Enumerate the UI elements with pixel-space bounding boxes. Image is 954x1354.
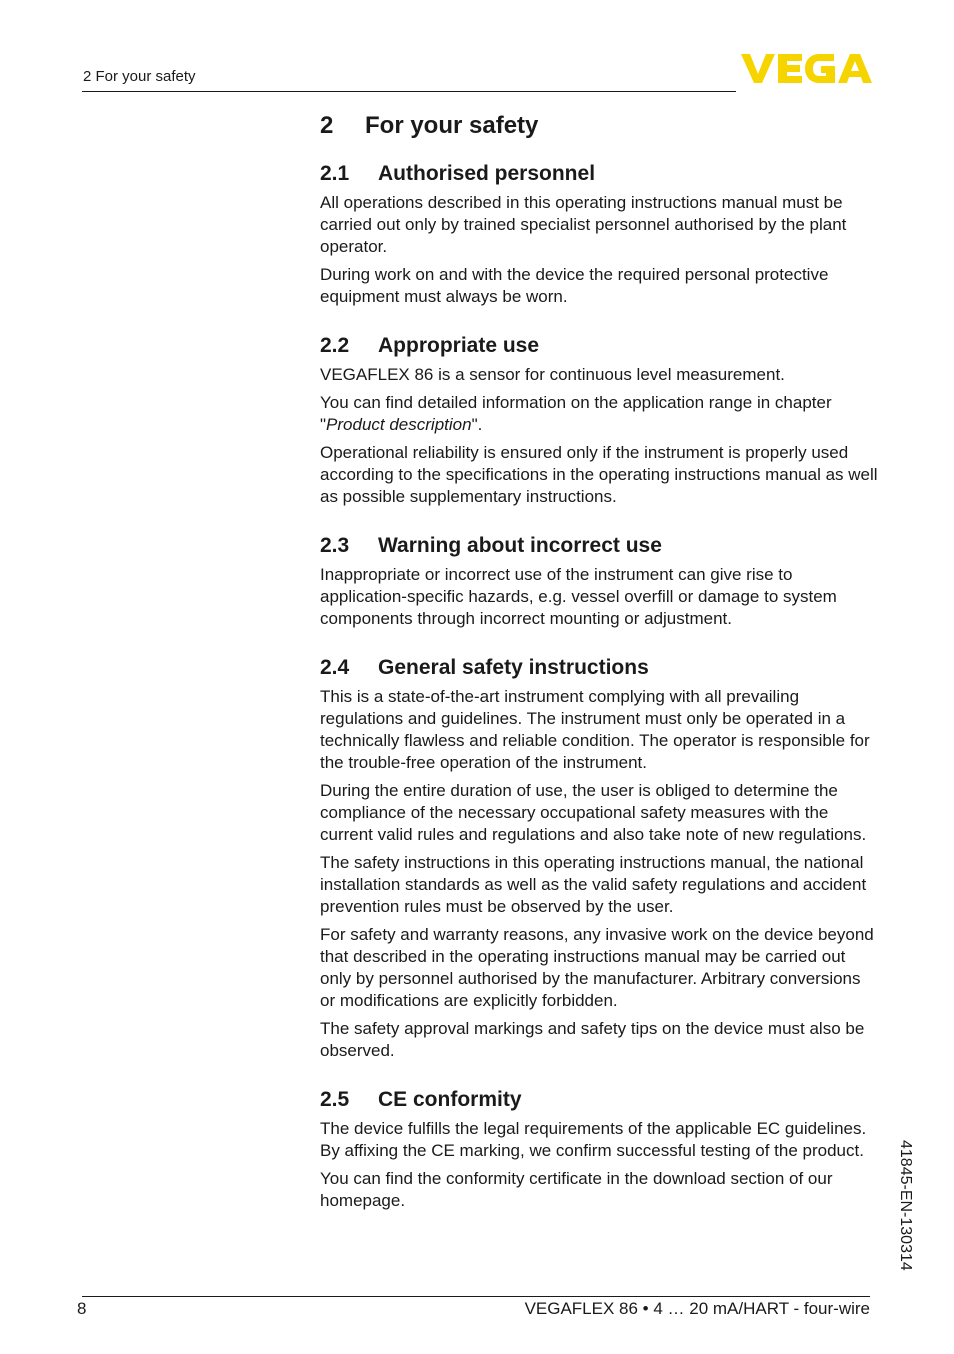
section-title: CE conformity: [378, 1088, 522, 1111]
paragraph-text: ".: [471, 415, 483, 434]
header-divider: [82, 91, 736, 92]
paragraph-text: You can find detailed information on the application range in chapter ": [320, 393, 832, 434]
paragraph: Operational reliability is ensured only if the instrument is properly used according to the specifications in the operating instructions manual as well as possible supplementary instructions.: [320, 443, 878, 506]
chapter-title: For your safety: [365, 112, 539, 139]
logo-letter-g: [805, 54, 835, 83]
section-heading: [320, 654, 880, 682]
vega-logo: [741, 52, 872, 84]
section-number: 2.3: [320, 534, 350, 557]
main-content: [320, 110, 880, 1236]
paragraph: The safety approval markings and safety tips on the device must also be observed.: [320, 1019, 865, 1060]
logo-letter-v: [741, 54, 775, 83]
paragraph: The safety instructions in this operating instructions manual, the national installation standards as well as the valid safety regulations and accident prevention rules must be observed by the user.: [320, 853, 867, 916]
chapter-reference: Product description: [326, 415, 472, 434]
paragraph: VEGAFLEX 86 is a sensor for continuous level measurement.: [320, 365, 785, 384]
section-number: 2.5: [320, 1088, 350, 1111]
footer-product-line: VEGAFLEX 86 • 4 … 20 mA/HART - four-wire: [524, 1299, 870, 1318]
paragraph: This is a state-of-the-art instrument complying with all prevailing regulations and guidelines. The instrument must only be operated in a technically flawless and reliable condition. The operator is responsible for the trouble-free operation of the instrument.: [320, 687, 870, 772]
section-number: 2.4: [320, 656, 350, 679]
header-running-title: 2 For your safety: [83, 68, 196, 85]
section-heading: [320, 532, 880, 560]
paragraph: Inappropriate or incorrect use of the instrument can give rise to application-specific hazards, e.g. vessel overfill or damage to system components through incorrect mounting or adjustment.: [320, 565, 837, 628]
section-title: Warning about incorrect use: [378, 534, 662, 557]
paragraph: During the entire duration of use, the user is obliged to determine the compliance of the necessary occupational safety measures with the current valid rules and regulations and also take note of new regulations.: [320, 781, 867, 844]
chapter-number: 2: [320, 112, 334, 139]
section-general-safety-instructions: [320, 654, 880, 1062]
section-appropriate-use: [320, 332, 880, 508]
paragraph: You can find the conformity certificate in the download section of our homepage.: [320, 1169, 833, 1210]
section-title: Authorised personnel: [378, 162, 596, 185]
section-number: 2.1: [320, 162, 350, 185]
chapter-heading: [320, 110, 880, 142]
section-authorised-personnel: [320, 160, 880, 308]
section-heading: [320, 332, 880, 360]
paragraph: During work on and with the device the required personal protective equipment must always be worn.: [320, 265, 829, 306]
logo-letter-e: [778, 54, 802, 83]
document-code: 41845-EN-130314: [897, 1140, 914, 1271]
section-title: Appropriate use: [378, 334, 540, 357]
section-warning-incorrect-use: [320, 532, 880, 630]
section-heading: [320, 160, 880, 188]
paragraph: The device fulfills the legal requirements of the applicable EC guidelines. By affixing the CE marking, we confirm successful testing of the product.: [320, 1119, 867, 1160]
paragraph: All operations described in this operating instructions manual must be carried out only by trained specialist personnel authorised by the plant operator.: [320, 193, 847, 256]
section-ce-conformity: [320, 1086, 880, 1212]
section-number: 2.2: [320, 334, 350, 357]
section-title: General safety instructions: [378, 656, 649, 679]
page-number: 8: [77, 1299, 87, 1318]
paragraph-with-reference: [320, 392, 880, 436]
footer-divider: [82, 1296, 870, 1297]
paragraph: For safety and warranty reasons, any invasive work on the device beyond that described in the operating instructions manual may be carried out only by personnel authorised by the manufacturer. Arbitrary conversions or modifications are explicitly forbidden.: [320, 925, 874, 1010]
section-heading: [320, 1086, 880, 1114]
